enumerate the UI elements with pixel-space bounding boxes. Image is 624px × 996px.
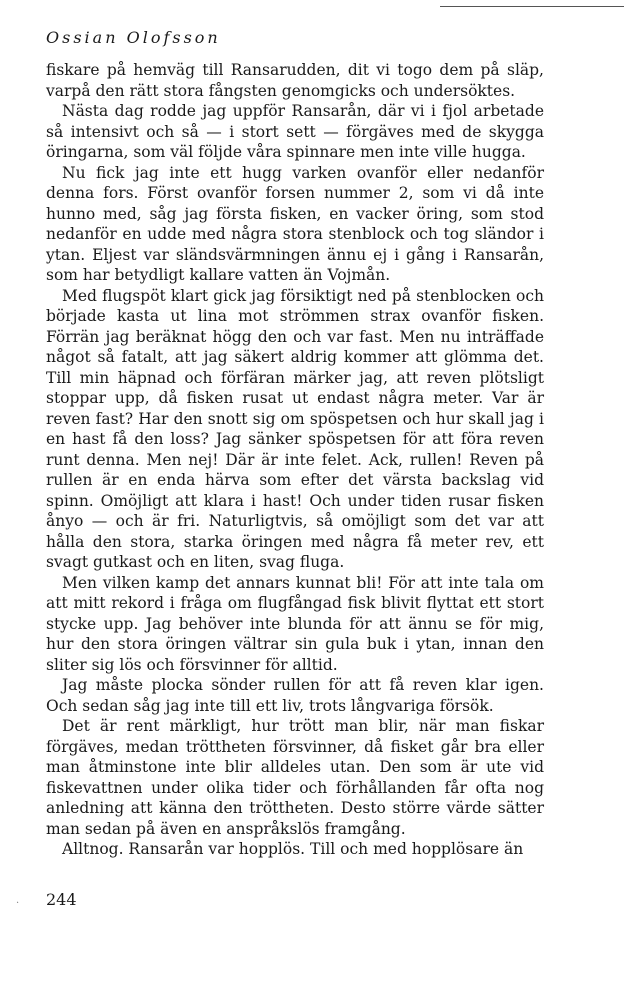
running-head-author: Ossian Olofsson: [46, 28, 221, 47]
paragraph: Med flugspöt klart gick jag försiktigt ned på stenblocken och började kasta ut lina mot strömmen strax ovanför fisken. Förrän jag beräknat högg den och var fast. Men nu inträffade något så fatalt, att jag säkert aldrig kommer att glömma det. Till min häpnad och förfäran märker jag, att reven plötsligt stoppar upp, då fisken rusat ut endast några meter. Var är reven fast? Har den snott sig om spöspetsen och hur skall jag i en hast få den loss? Jag sänker spöspetsen för att föra reven runt denna. Men nej! Där är inte felet. Ack, rullen! Reven på rullen är en enda härva som efter det värsta backslag vid spinn. Omöjligt att klara i hast! Och under tiden rusar fisken ånyo — och är fri. Naturligtvis, så omöjligt som det var att hålla den stora, starka öringen med några få meter rev, ett svagt gutkast och en liten, svag fluga.: [46, 286, 544, 571]
page-number: 244: [46, 890, 77, 909]
top-rule: [440, 6, 624, 7]
paragraph: Det är rent märkligt, hur trött man blir, när man fiskar förgäves, medan tröttheten försvinner, då fisket går bra eller man åtminstone inte blir alldeles utan. Den som är ute vid fiskevattnen under olika tider och förhållanden får ofta nog anledning att känna den tröttheten. Desto större värde sätter man sedan på även en anspråkslös framgång.: [46, 717, 544, 838]
paragraph: Men vilken kamp det annars kunnat bli! För att inte tala om att mitt rekord i fråga om flugfångad fisk blivit flyttat ett stort stycke upp. Jag behöver inte blunda för att ännu se för mig, hur den stora öringen vältrar sin gula buk i ytan, innan den sliter sig lös och försvinner för alltid.: [46, 573, 544, 674]
paragraph: Nu fick jag inte ett hugg varken ovanför eller nedanför denna fors. Först ovanför forsen nummer 2, som vi då inte hunno med, såg jag första fisken, en vacker öring, som stod nedanför en udde med några stora stenblock och tog sländor i ytan. Eljest var sländsvärmningen ännu ej i gång i Ransarån, som har betydligt kallare vatten än Vojmån.: [46, 163, 544, 284]
paragraph: Nästa dag rodde jag uppför Ransarån, där vi i fjol arbetade så intensivt och så — i stort sett — förgäves med de skygga öringarna, som väl följde våra spinnare men inte ville hugga.: [46, 102, 544, 161]
paragraph: Alltnog. Ransarån var hopplös. Till och med hopplösare än: [62, 840, 524, 858]
margin-mark: ·: [16, 898, 20, 909]
body-text: [46, 60, 544, 860]
paragraph: fiskare på hemväg till Ransarudden, dit vi togo dem på släp, varpå den rätt stora fångsten genomgicks och undersöktes.: [46, 61, 544, 100]
paragraph: Jag måste plocka sönder rullen för att få reven klar igen. Och sedan såg jag inte till ett liv, trots långvariga försök.: [46, 676, 544, 715]
